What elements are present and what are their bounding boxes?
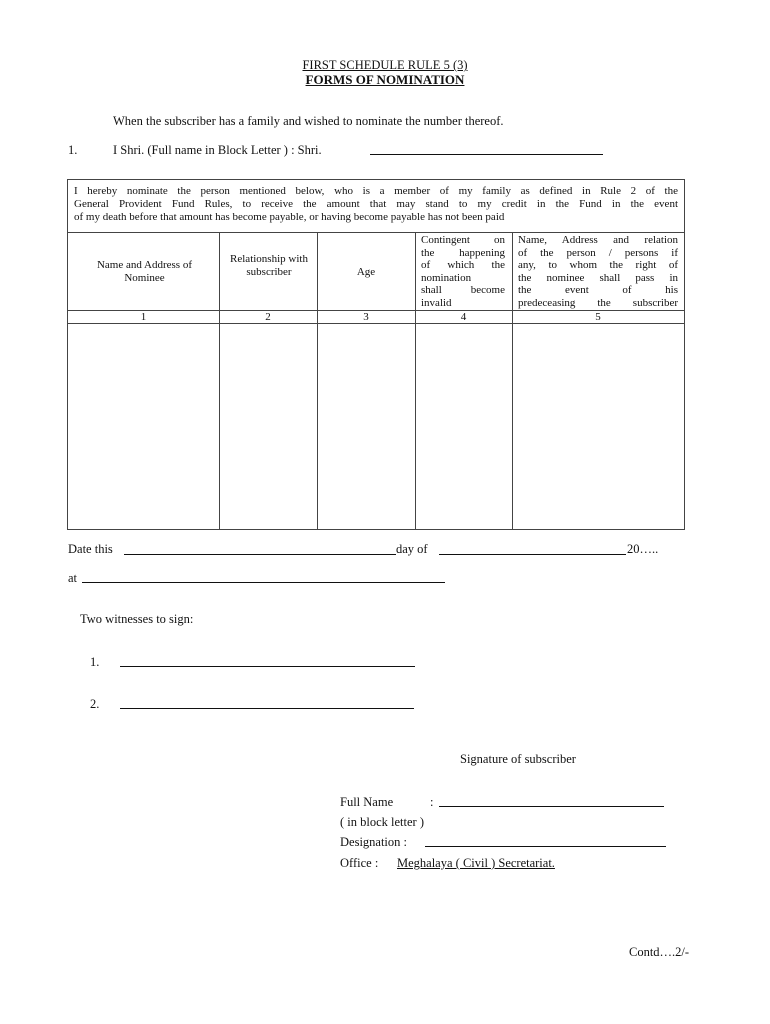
col-number-4: 4 (460, 311, 467, 323)
designation-label: Designation : (340, 835, 408, 849)
col-divider (317, 233, 318, 530)
date-label: Date this (68, 542, 113, 556)
table-grid (68, 232, 684, 530)
full-name-label: I Shri. (Full name in Block Letter ) : Shri. (113, 143, 322, 157)
continued-note: Contd….2/- (629, 945, 690, 959)
month-field[interactable] (439, 554, 626, 555)
row-divider (68, 323, 684, 324)
header-line: any, to whom the right of (518, 259, 678, 271)
col-divider (219, 233, 220, 530)
header-line: nomination (421, 271, 472, 284)
col-number-1: 1 (140, 311, 147, 323)
witness-number-1: 1. (90, 655, 100, 669)
col-number-5: 5 (595, 311, 601, 323)
header-line: of the person / persons if (518, 246, 678, 259)
col-number-2: 2 (265, 311, 271, 323)
header-line: Contingent on (421, 234, 505, 246)
header-line: predeceasing the subscriber (518, 296, 678, 309)
header-line: invalid (421, 296, 452, 309)
col-header-nominee: Name and Address of Nominee (96, 259, 192, 284)
block-letter-note: ( in block letter ) (340, 815, 424, 829)
col-divider (512, 233, 513, 530)
header-line: the happening (421, 246, 505, 259)
intro-sentence: When the subscriber has a family and wished to nominate the number thereof. (113, 114, 504, 128)
col-header-contingent (421, 234, 505, 309)
witness-number-2: 2. (90, 697, 100, 711)
witness-1-field[interactable] (120, 666, 415, 667)
full-name-sig-label: Full Name (340, 795, 394, 809)
header-line: the nominee shall pass in (518, 271, 678, 284)
office-value: Meghalaya ( Civil ) Secretariat. (397, 856, 555, 870)
declaration-line-3: of my death before that amount has become payable, or having become payable has not been paid (74, 211, 505, 223)
form-title: FORMS OF NOMINATION (305, 72, 465, 87)
header-line: shall become (421, 284, 505, 296)
signature-label: Signature of subscriber (460, 752, 576, 766)
designation-field[interactable] (425, 846, 666, 847)
day-of-label: day of (396, 542, 428, 556)
full-name-field[interactable] (370, 154, 603, 155)
col-header-alternate (518, 234, 678, 309)
declaration-line-2: General Provident Fund Rules, to receive the amount that may stand to my credit in the Fund in the event (74, 198, 678, 210)
col-divider (415, 233, 416, 530)
header-line: the event of his (518, 284, 678, 296)
full-name-colon: : (430, 795, 434, 809)
place-field[interactable] (82, 582, 445, 583)
rule-heading: FIRST SCHEDULE RULE 5 (3) (302, 58, 468, 72)
header-line: Name, Address and relation (518, 234, 678, 246)
nomination-table (67, 179, 685, 530)
header-line: of which the (421, 259, 505, 271)
declaration-line-1: I hereby nominate the person mentioned below, who is a member of my family as defined in Rule 2 of the (74, 185, 678, 197)
col-header-age: Age (356, 266, 376, 278)
subscriber-name-field[interactable] (439, 806, 664, 807)
declaration-text (74, 185, 678, 224)
col-number-3: 3 (363, 311, 369, 323)
year-label: 20….. (627, 542, 659, 556)
col-header-relationship: Relationship with subscriber (230, 253, 308, 278)
office-label: Office : (340, 856, 379, 870)
witnesses-heading: Two witnesses to sign: (80, 612, 194, 626)
witness-2-field[interactable] (120, 708, 414, 709)
item-number-1: 1. (68, 143, 78, 157)
place-label: at (68, 571, 78, 585)
date-field[interactable] (124, 554, 396, 555)
